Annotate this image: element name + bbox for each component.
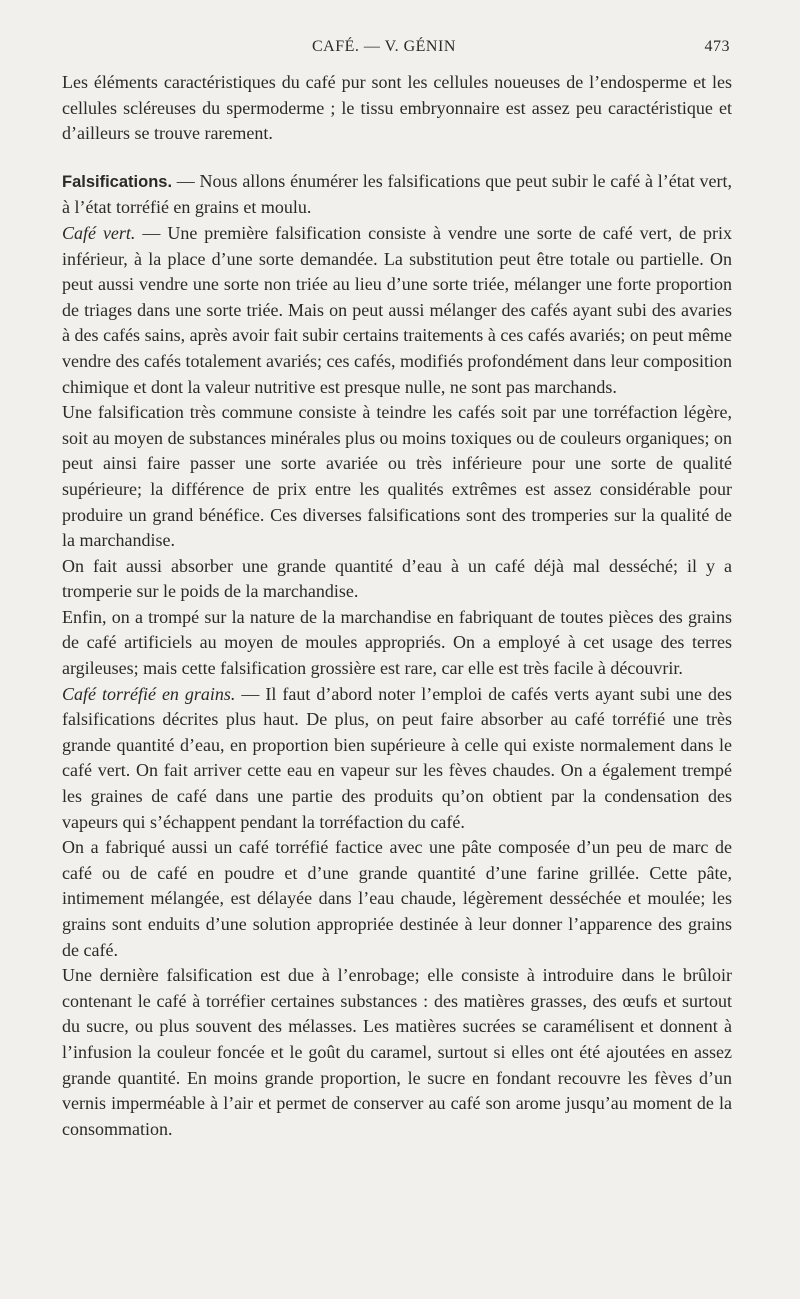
paragraph-cafe-factice <box>62 835 732 963</box>
paragraph-text: Une falsification très commune consiste à teindre les cafés soit par une torréfaction légère, soit au moyen de substances minérales plus ou moins toxiques ou de couleurs organiques; on peut ainsi faire passer une sorte avariée ou très inférieure pour une sorte de qualité supérieure; la différence de prix entre les qualités extrêmes est assez considérable pour produire un grand bénéfice. Ces diverses falsifications sont des tromperies sur la qualité de la marchandise. <box>62 402 732 551</box>
section-heading-falsifications: Falsifications. <box>62 172 173 191</box>
paragraph-eau <box>62 554 732 605</box>
running-title: CAFÉ. — V. GÉNIN <box>312 38 456 55</box>
paragraph-text: — Il faut d’abord noter l’emploi de cafés verts ayant subi une des falsifications décrites plus haut. De plus, on peut faire absorber au café torréfié une très grande quantité d’eau, en proportion bien supérieure à celle qui existe normalement dans le café vert. On fait arriver cette eau en vapeur sur les fèves chaudes. On a également trempé les graines de café dans une partie des produits qu’on obtient par la condensation des vapeurs qui s’échappent pendant la torréfaction du café. <box>62 683 733 832</box>
paragraph-cafe-torrefie <box>62 682 732 836</box>
paragraph-text: On a fabriqué aussi un café torréfié factice avec une pâte composée d’un peu de marc de café ou de café en poudre et d’une grande quantité d’une farine grillée. Cette pâte, intimement mélangée, est délayée dans l’eau chaude, légèrement desséchée et moulée; les grains sont enduits d’une solution appropriée destinée à leur donner l’apparence des grains de café. <box>62 837 732 960</box>
paragraph-text: — Nous allons énumérer les falsifications que peut subir le café à l’état vert, à l’état torréfié en grains et moulu. <box>62 170 732 218</box>
paragraph-text: — Une première falsification consiste à vendre une sorte de café vert, de prix inférieur, à la place d’une sorte demandée. La substitution peut être totale ou partielle. On peut aussi vendre une sorte non triée au lieu d’une sorte triée, mélanger une forte proportion de triages dans une sorte triée. Mais on peut aussi mélanger des cafés ayant subi des avaries à des cafés sains, après avoir fait subir certains traitements à ces cafés avariés; on peut même vendre des cafés totalement avariés; ces cafés, modifiés profondément dans leur composition chimique et dont la valeur nutritive est presque nulle, ne sont pas marchands. <box>62 222 733 397</box>
paragraph-teinture <box>62 400 732 554</box>
paragraph-grains-artificiels <box>62 605 732 682</box>
paragraph-cafe-vert <box>62 221 732 400</box>
section-heading-cafe-vert: Café vert. <box>62 222 136 243</box>
body-text <box>62 70 732 1142</box>
paragraph-text: Enfin, on a trompé sur la nature de la marchandise en fabriquant de toutes pièces des grains de café artificiels au moyen de moules appropriés. On a employé à cet usage des terres argileuses; mais cette falsification grossière est rare, car elle est très facile à découvrir. <box>62 606 732 679</box>
paragraph-text: Les éléments caractéristiques du café pur sont les cellules noueuses de l’endosperme et les cellules scléreuses du spermoderme ; le tissu embryonnaire est assez peu caractéristique et d’ailleurs se trouve rarement. <box>62 72 732 144</box>
page-number: 473 <box>704 38 730 55</box>
paragraph-text: Une dernière falsification est due à l’enrobage; elle consiste à introduire dans le brûloir contenant le café à torréfier certaines substances : des matières grasses, des œufs et surtout du sucre, ou plus souvent des mélasses. Les matières sucrées se caramélisent et donnent à l’infusion la couleur foncée et le goût du caramel, surtout si elles ont été ajoutées en assez grande quantité. En moins grande proportion, le sucre en fondant recouvre les fèves d’un vernis imperméable à l’air et permet de conserver au café son arome jusqu’au moment de la consommation. <box>62 965 732 1139</box>
paragraph-falsifications <box>62 169 732 221</box>
paragraph-enrobage <box>62 963 732 1142</box>
running-header <box>0 38 800 60</box>
paragraph-text: On fait aussi absorber une grande quantité d’eau à un café déjà mal desséché; il y a tromperie sur le poids de la marchandise. <box>62 555 732 602</box>
paragraph-intro <box>62 70 732 147</box>
section-heading-cafe-torrefie: Café torréfié en grains. <box>62 683 236 704</box>
